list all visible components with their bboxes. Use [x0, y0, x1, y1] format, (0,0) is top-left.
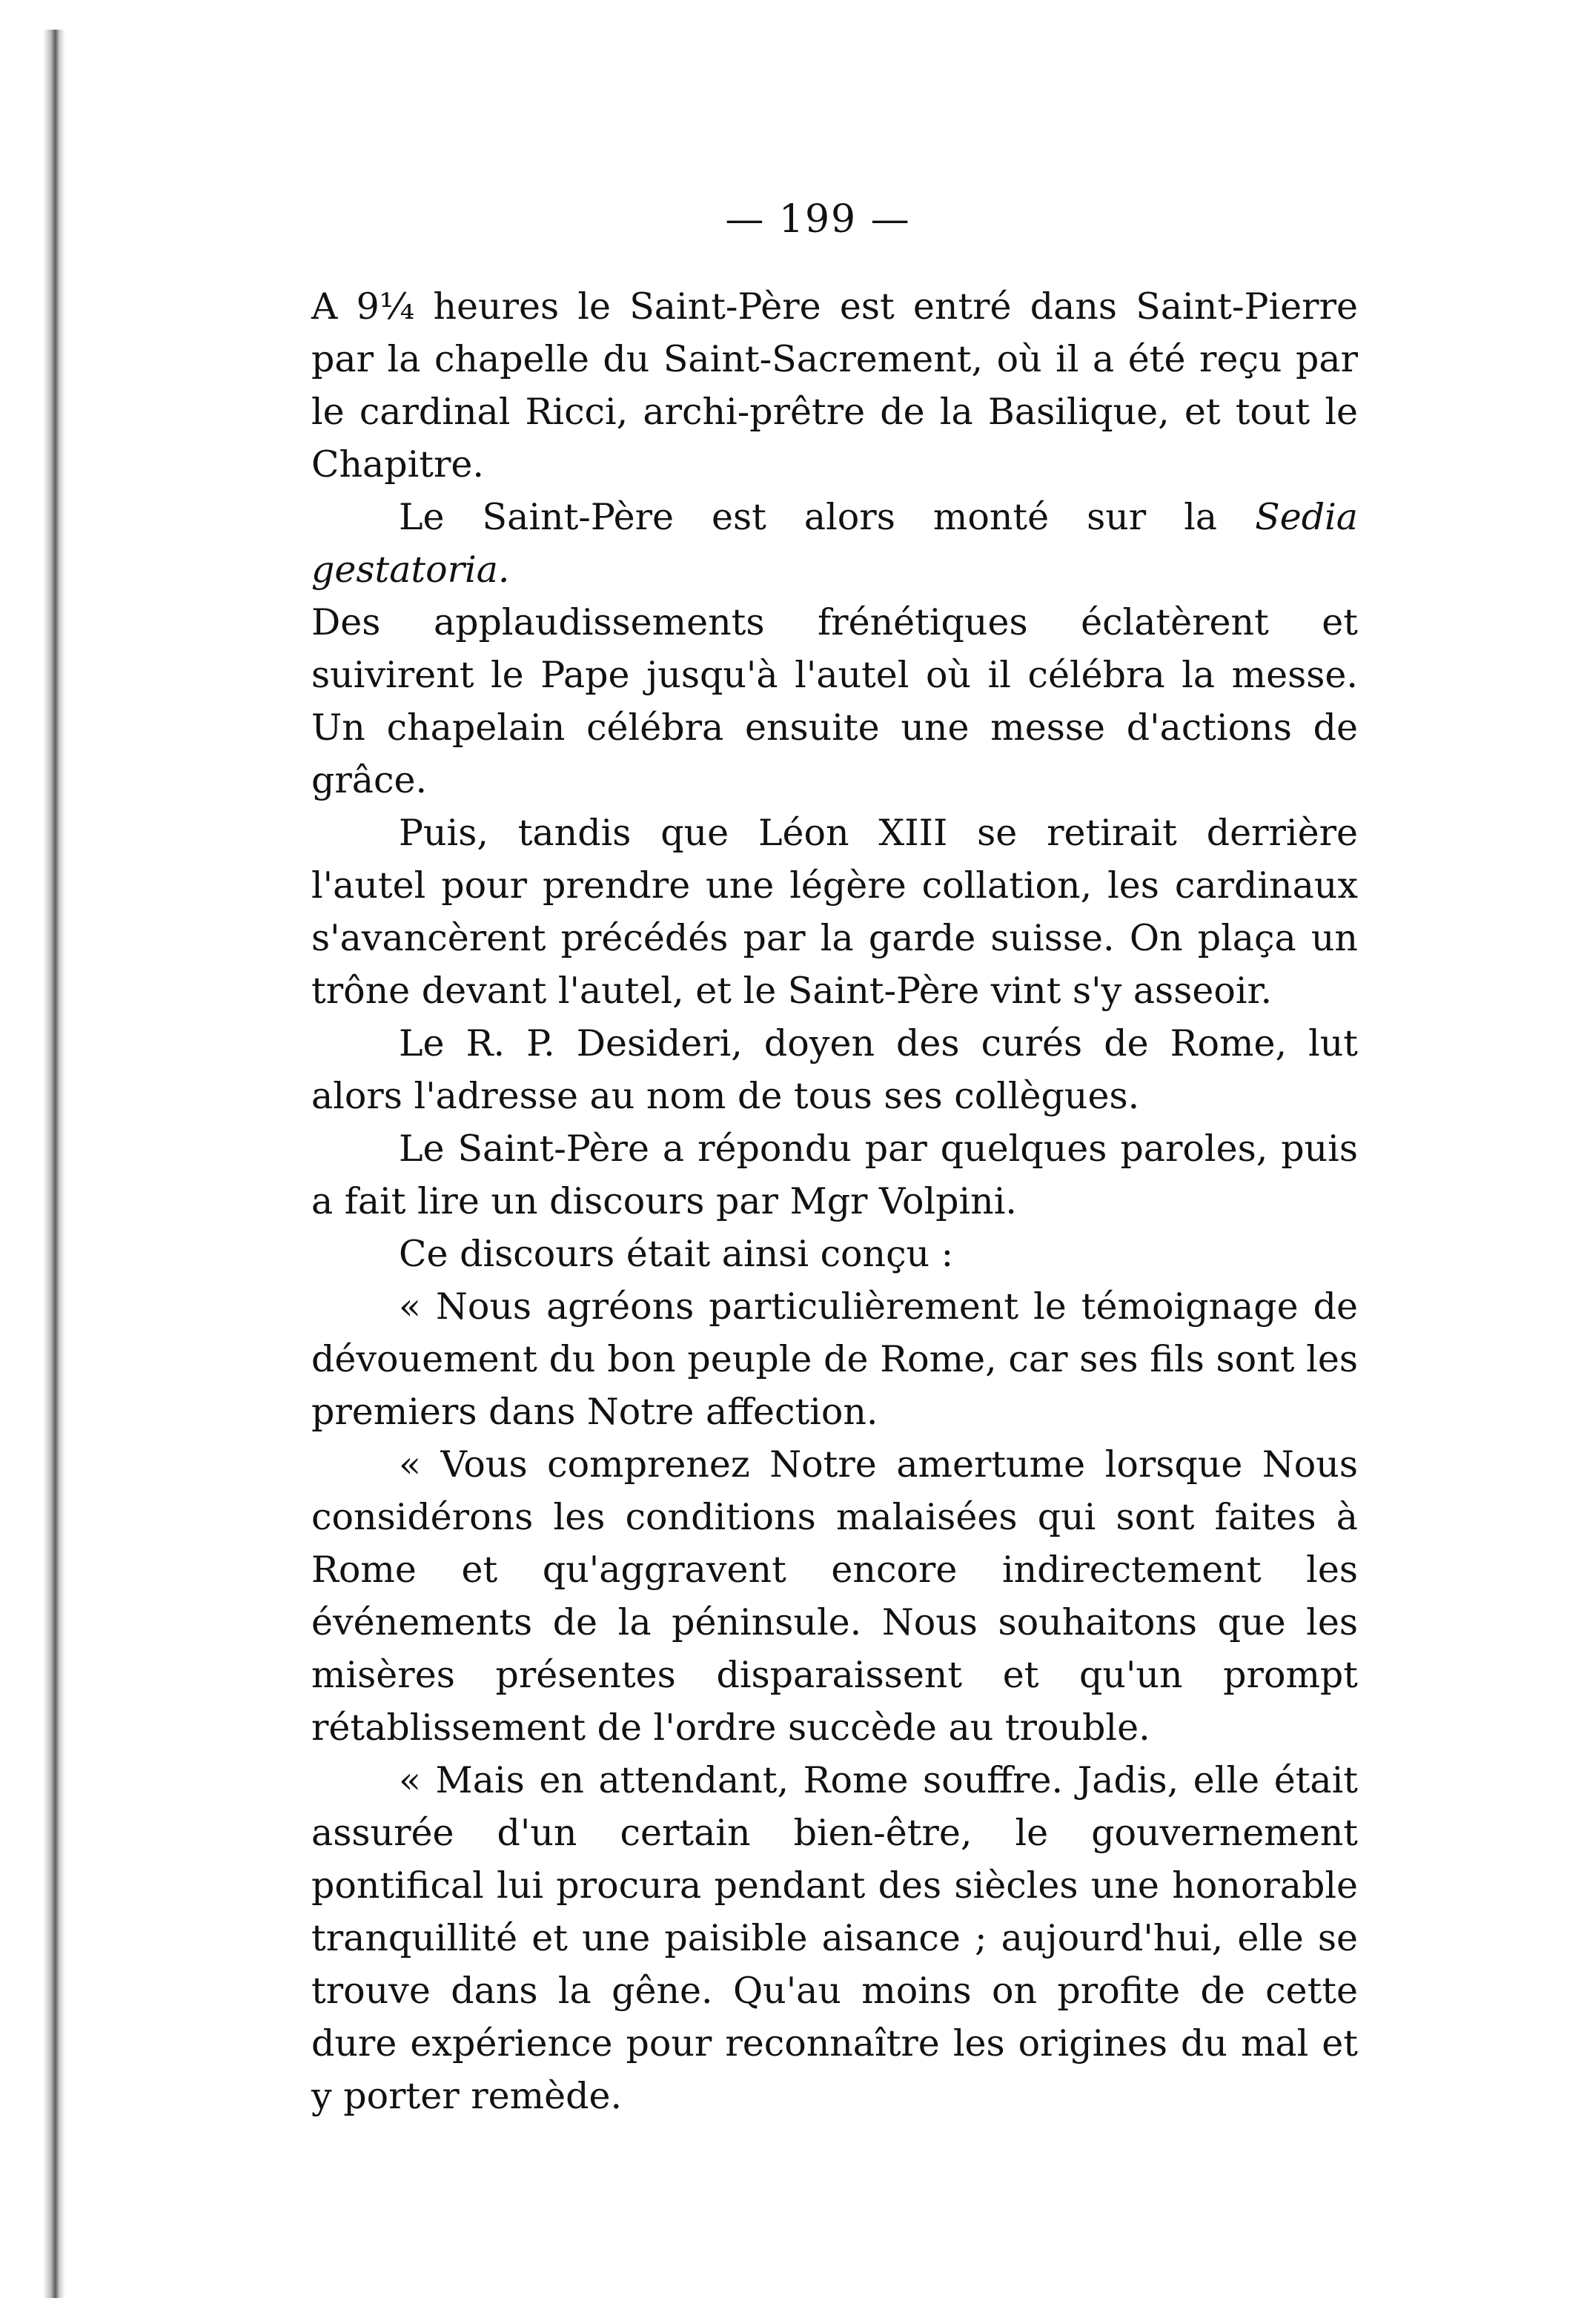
paragraph-6: Ce discours était ainsi conçu : [399, 1233, 954, 1275]
paragraph-5: Le Saint-Père a répondu par quelques paroles, puis a fait lire un discours par Mgr Volpini. [311, 1128, 1358, 1222]
page-number: — 199 — [725, 197, 911, 242]
paragraph-1: A 9¼ heures le Saint-Père est entré dans Saint-Pierre par la chapelle du Saint-Sacrement, où il a été reçu par le cardinal Ricci, archi-prêtre de la Basilique, et tout le Chapitre. [311, 285, 1358, 486]
book-binding-edge [43, 30, 65, 2298]
paragraph-4: Le R. P. Desideri, doyen des curés de Rome, lut alors l'adresse au nom de tous ses collègues. [311, 1022, 1358, 1117]
page-text [311, 280, 1358, 2122]
paragraph-9: « Mais en attendant, Rome souffre. Jadis, elle était assurée d'un certain bien-être, le gouvernement pontifical lui procura pendant des siècles une honorable tranquillité et une paisible aisance ; aujourd'hui, elle se trouve dans la gêne. Qu'au moins on profite de cette dure expérience pour reconnaître les origines du mal et y porter remède. [311, 1759, 1358, 2117]
paragraph-8: « Vous comprenez Notre amertume lorsque Nous considérons les conditions malaisées qui sont faites à Rome et qu'aggravent encore indirectement les événements de la péninsule. Nous souhaitons que les misères présentes disparaissent et qu'un prompt rétablissement de l'ordre succède au trouble. [311, 1443, 1358, 1749]
paragraph-sedia [311, 491, 1358, 596]
paragraph-3: Puis, tandis que Léon XIII se retirait derrière l'autel pour prendre une légère collation, les cardinaux s'avancèrent précédés par la garde suisse. On plaça un trône devant l'autel, et le Saint-Père vint s'y asseoir. [311, 812, 1358, 1012]
sedia-text: Le Saint-Père est alors monté sur la [399, 496, 1256, 538]
sedia-gestatoria: Sedia gestatoria. [311, 496, 1358, 591]
paragraph-2: Des applaudissements frénétiques éclatèrent et suivirent le Pape jusqu'à l'autel où il célébra la messe. Un chapelain célébra ensuite une messe d'actions de grâce. [311, 601, 1358, 801]
paragraph-7: « Nous agréons particulièrement le témoignage de dévouement du bon peuple de Rome, car ses fils sont les premiers dans Notre affection. [311, 1285, 1358, 1433]
